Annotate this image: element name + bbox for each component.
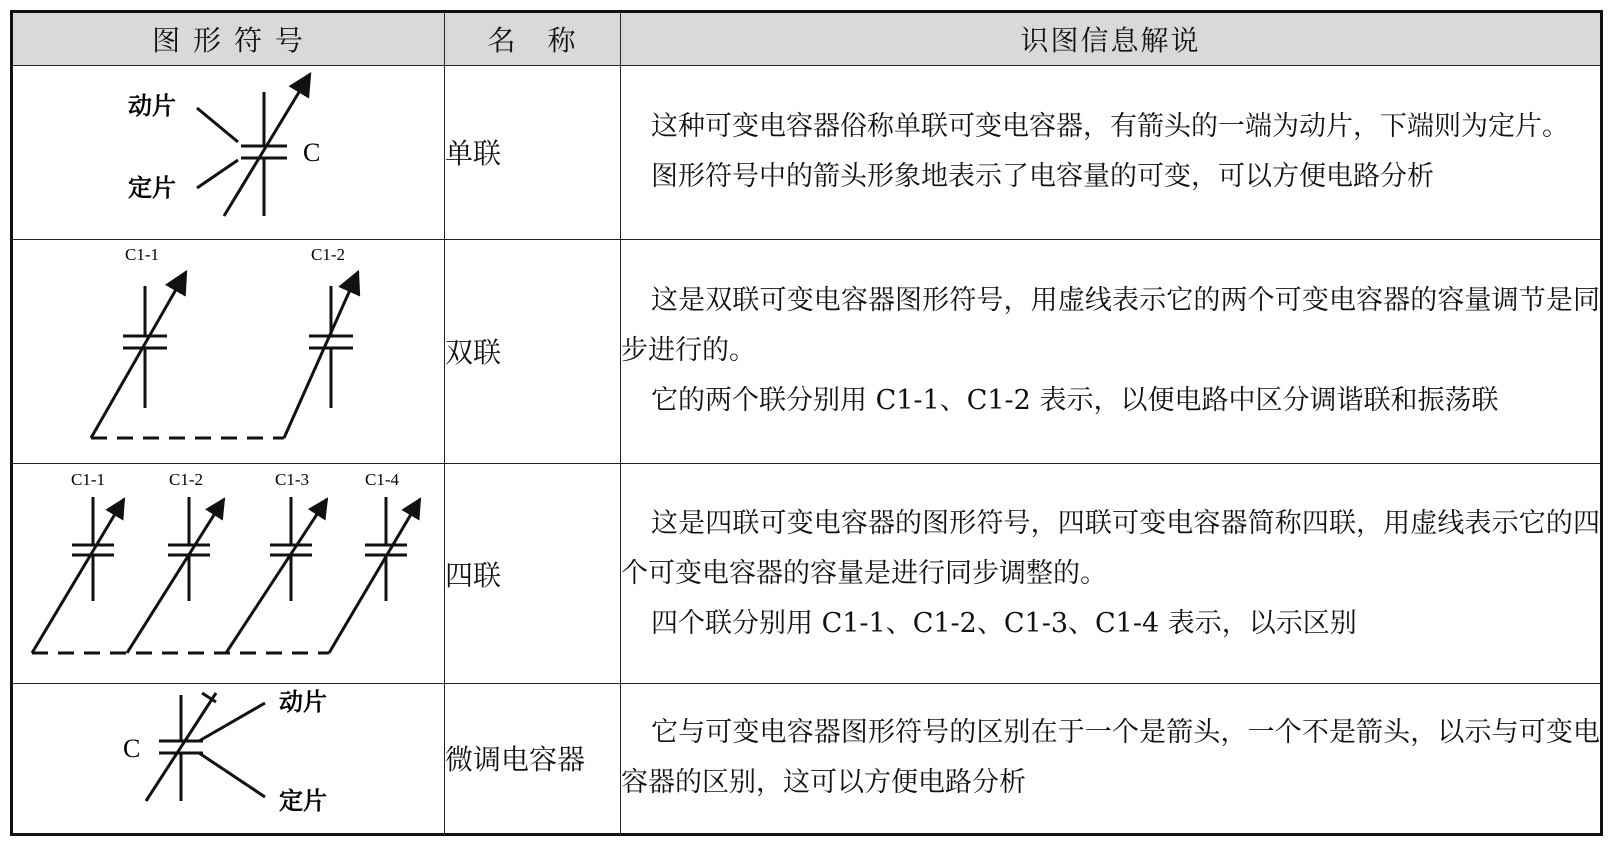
label-moving-plate: 动片 xyxy=(128,92,176,121)
desc-trimmer-p1: 它与可变电容器图形符号的区别在于一个是箭头，一个不是箭头，以示与可变电容器的区别，这可以方便电路分析 xyxy=(621,717,1600,799)
desc-dual-p2: 它的两个联分别用 C1-1、C1-2 表示，以便电路中区分调谐联和振荡联 xyxy=(651,385,1499,417)
symbol-cell-trimmer xyxy=(12,683,445,834)
name-quad: 四联 xyxy=(445,464,621,684)
symbol-cell-dual xyxy=(12,239,445,464)
quad-gang-capacitor-symbol xyxy=(13,467,446,680)
label-moving-plate: 动片 xyxy=(279,688,327,717)
trimmer-capacitor-symbol xyxy=(13,685,446,831)
label-fixed-plate: 定片 xyxy=(128,174,176,203)
desc-quad-p2: 四个联分别用 C1-1、C1-2、C1-3、C1-4 表示，以示区别 xyxy=(651,607,1357,639)
table-row-quad xyxy=(12,464,1602,684)
desc-dual xyxy=(621,239,1602,464)
symbol-cell-single xyxy=(12,66,445,240)
label-fixed-plate: 定片 xyxy=(279,787,327,816)
table-row-single xyxy=(12,66,1602,240)
table-row-dual xyxy=(12,239,1602,464)
label-c1-2: C1-2 xyxy=(311,245,345,265)
single-gang-capacitor-symbol xyxy=(13,68,446,236)
desc-quad-p1: 这是四联可变电容器的图形符号，四联可变电容器简称四联，用虚线表示它的四个可变电容器的容量是进行同步调整的。 xyxy=(621,507,1600,589)
dual-gang-capacitor-symbol xyxy=(13,242,446,460)
label-c1-1: C1-1 xyxy=(71,470,105,490)
name-dual: 双联 xyxy=(445,239,621,464)
capacitor-symbol-table xyxy=(10,10,1603,836)
desc-dual-p1: 这是双联可变电容器图形符号，用虚线表示它的两个可变电容器的容量调节是同步进行的。 xyxy=(621,285,1600,367)
header-name: 名 称 xyxy=(445,12,621,66)
desc-trimmer xyxy=(621,683,1602,834)
label-c1-4: C1-4 xyxy=(365,470,399,490)
desc-single-p1: 这种可变电容器俗称单联可变电容器，有箭头的一端为动片，下端则为定片。 xyxy=(651,111,1569,143)
desc-single-p2: 图形符号中的箭头形象地表示了电容量的可变，可以方便电路分析 xyxy=(651,161,1434,193)
label-c1-1: C1-1 xyxy=(125,245,159,265)
label-c: C xyxy=(123,734,141,764)
desc-single xyxy=(621,66,1602,240)
header-info: 识图信息解说 xyxy=(621,12,1602,66)
symbol-cell-quad xyxy=(12,464,445,684)
header-symbol: 图 形 符 号 xyxy=(12,12,445,66)
label-c1-2: C1-2 xyxy=(169,470,203,490)
label-c: C xyxy=(303,138,321,168)
label-c1-3: C1-3 xyxy=(275,470,309,490)
desc-quad xyxy=(621,464,1602,684)
name-single: 单联 xyxy=(445,66,621,240)
name-trimmer: 微调电容器 xyxy=(445,683,621,834)
table-header-row xyxy=(12,12,1602,66)
table-row-trimmer xyxy=(12,683,1602,834)
